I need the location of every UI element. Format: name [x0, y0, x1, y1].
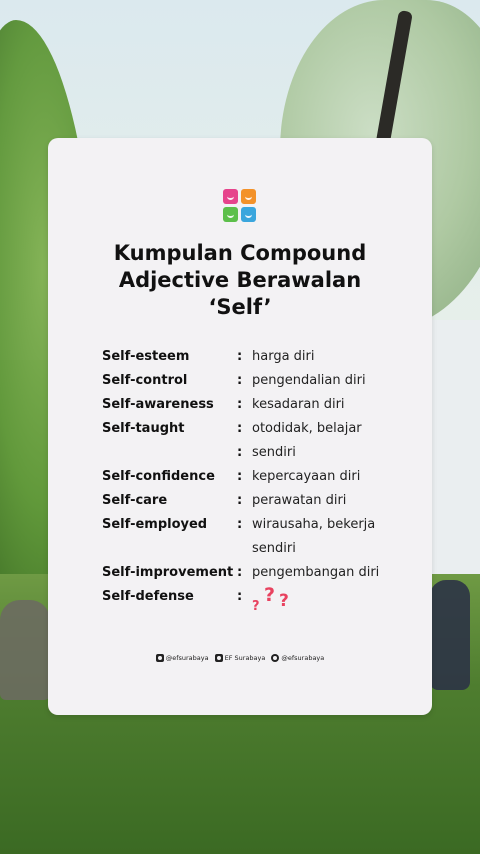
term: Self-awareness — [102, 397, 214, 412]
term: Self-control — [102, 373, 188, 388]
tiktok-icon — [271, 654, 279, 662]
logo-square-orange — [241, 189, 256, 204]
tiktok-handle[interactable] — [271, 654, 324, 662]
logo-square-green — [223, 207, 238, 222]
social-footer — [48, 654, 432, 662]
separator: : — [237, 517, 243, 532]
separator: : — [237, 421, 243, 436]
list-item — [102, 513, 412, 537]
term: Self-confidence — [102, 469, 215, 484]
separator: : — [237, 469, 243, 484]
instagram-label: @efsurabaya — [165, 654, 209, 662]
youtube-channel[interactable] — [215, 654, 266, 662]
separator: : — [237, 493, 243, 508]
info-card — [48, 138, 432, 715]
title-line-3: ‘Self’ — [208, 295, 272, 319]
list-item-continuation — [102, 537, 412, 561]
logo-square-blue — [241, 207, 256, 222]
term: Self-esteem — [102, 349, 190, 364]
definition: pengendalian diri — [252, 373, 366, 388]
instagram-handle[interactable] — [156, 654, 209, 662]
logo-square-pink — [223, 189, 238, 204]
list-item — [102, 345, 412, 369]
term: Self-improvement — [102, 565, 234, 580]
definition: pengembangan diri — [252, 565, 380, 580]
list-item — [102, 584, 412, 614]
term: Self-taught — [102, 421, 185, 436]
term: Self-care — [102, 493, 168, 508]
youtube-icon — [215, 654, 223, 662]
definition: otodidak, belajar — [252, 421, 362, 436]
title-line-1: Kumpulan Compound — [113, 241, 367, 265]
separator: : — [237, 397, 243, 412]
separator: : — [237, 373, 243, 388]
list-item — [102, 561, 412, 585]
list-item-continuation — [102, 441, 412, 465]
separator: : — [237, 565, 243, 580]
person-sitting-left — [0, 600, 50, 700]
vocabulary-list — [102, 345, 412, 614]
tiktok-label: @efsurabaya — [281, 654, 325, 662]
building — [426, 320, 480, 580]
definition: kesadaran diri — [252, 397, 345, 412]
definition: sendiri — [252, 541, 296, 556]
term: Self-employed — [102, 517, 208, 532]
definition: wirausaha, bekerja — [252, 517, 376, 532]
title-line-2: Adjective Berawalan — [118, 268, 362, 292]
instagram-icon — [156, 654, 164, 662]
term: Self-defense — [102, 589, 194, 604]
definition: kepercayaan diri — [252, 469, 361, 484]
separator: : — [237, 589, 243, 604]
card-title — [68, 240, 412, 321]
list-item — [102, 489, 412, 513]
list-item — [102, 417, 412, 441]
separator: : — [237, 445, 243, 460]
person-sitting-right — [430, 580, 470, 690]
list-item — [102, 369, 412, 393]
definition: harga diri — [252, 349, 315, 364]
list-item — [102, 393, 412, 417]
youtube-label: EF Surabaya — [224, 654, 266, 662]
list-item — [102, 465, 412, 489]
question-marks-icon: ? ? ? — [252, 584, 289, 614]
ef-logo-icon — [223, 189, 257, 223]
definition: sendiri — [252, 445, 296, 460]
definition: perawatan diri — [252, 493, 347, 508]
separator: : — [237, 349, 243, 364]
